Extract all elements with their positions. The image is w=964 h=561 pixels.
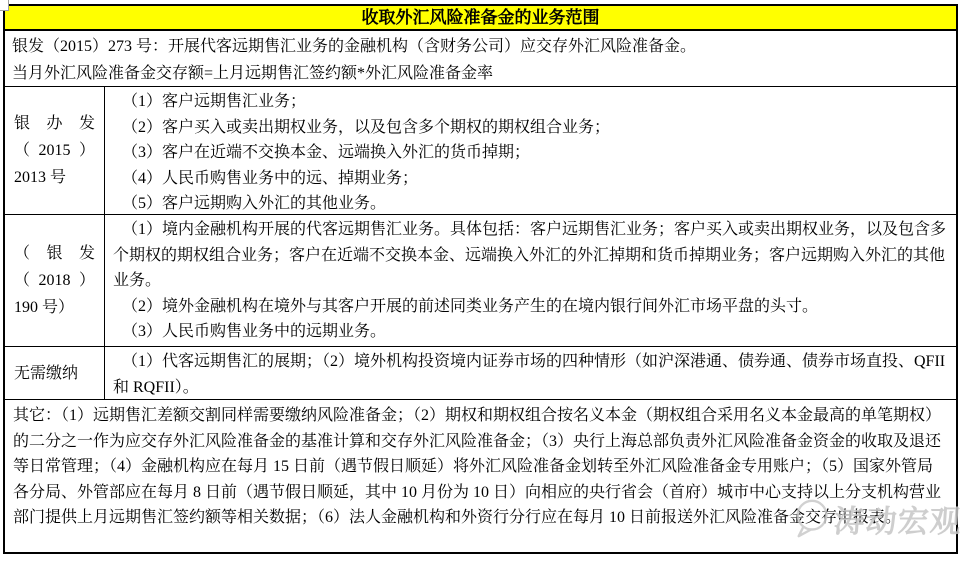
header-line: 2013 号: [14, 169, 67, 186]
header-line: （2015）: [14, 142, 95, 159]
intro-section: [5, 31, 956, 87]
list-item: （4）人民币购售业务中的远、掉期业务；: [122, 169, 419, 187]
row-body-yinbanfa-2015: [105, 87, 956, 214]
row-yinbanfa-2015: [5, 87, 956, 215]
header-line: 190 号）: [14, 299, 75, 316]
list-item: （5）客户远期购入外汇的其他业务。: [122, 195, 387, 212]
row-yinfa-2018: [5, 215, 956, 347]
screenshot-corner-artifact: [0, 0, 9, 11]
list-item: （1）客户远期售汇业务；: [122, 93, 307, 110]
row-no-payment: [5, 347, 956, 400]
other-notes-section: 其它：（1）远期售汇差额交割同样需要缴纳风险准备金；（2）期权和期权组合按名义本金（期权组合采用名义本金最高的单笔期权）的二分之一作为应交存外汇风险准备金的基准计算和交存外汇风险准备金；（3）央行上海总部负责外汇风险准备金资金的收取及退还等日常管理；（4）金融机构应在每月 15 日前（遇节假日顺延）将外汇风险准备金划转至外汇风险准备金专用账户；（5）国家外管局各分局、外管部应在每月 8 日前（遇节假日顺延，其中 10 月份为 10 日）向相应的央行省会（首府）城市中心支持以上分支机构营业部门提供上月远期售汇签约额等相关数据；（6）法人金融机构和外资行分行应在每月 10 日前报送外汇风险准备金交存申报表。: [13, 407, 942, 527]
header-line: （2018）: [14, 272, 95, 289]
row-header-no-payment: [5, 347, 105, 399]
row-body-no-payment: [105, 347, 956, 399]
list-item: （1）代客远期售汇的展期；（2）境外机构投资境内证券市场的四种情形（如沪深港通、债券通、债券市场直投、QFII 和 RQFII）。: [113, 353, 946, 396]
row-body-yinfa-2018: [105, 215, 956, 346]
fx-risk-reserve-table: [3, 4, 958, 554]
header-line: 银办发: [14, 115, 95, 132]
list-item: （2）客户买入或卖出期权业务，以及包含多个期权的期权组合业务；: [122, 118, 611, 136]
list-item: （1）境内金融机构开展的代客远期售汇业务。具体包括：客户远期售汇业务；客户买入或卖出期权业务，以及包含多个期权的期权组合业务；客户在近端不交换本金、远端换入外汇的外汇掉期和货币掉期业务；客户远期购入外汇的其他业务。: [113, 221, 947, 289]
row-header-yinfa-2018: [5, 215, 105, 346]
header-line: （银发: [14, 245, 95, 262]
table-title: 收取外汇风险准备金的业务范围: [5, 6, 956, 31]
list-item: （2）境外金融机构在境外与其客户开展的前述同类业务产生的在境内银行间外汇市场平盘的头寸。: [122, 297, 819, 315]
list-item: （3）客户在近端不交换本金、远端换入外汇的货币掉期；: [122, 144, 531, 161]
header-line: 无需缴纳: [14, 364, 79, 382]
intro-line-2: 当月外汇风险准备金交存额=上月远期售汇签约额*外汇风险准备金率: [12, 65, 494, 82]
watermark-text: 涛动宏观: [832, 504, 964, 539]
row-header-yinbanfa-2015: [5, 87, 105, 214]
list-item: （3）人民币购售业务中的远期业务。: [122, 323, 387, 340]
intro-line-1: 银发（2015）273 号：开展代客远期售汇业务的金融机构（含财务公司）应交存外汇风险准备金。: [12, 38, 697, 55]
